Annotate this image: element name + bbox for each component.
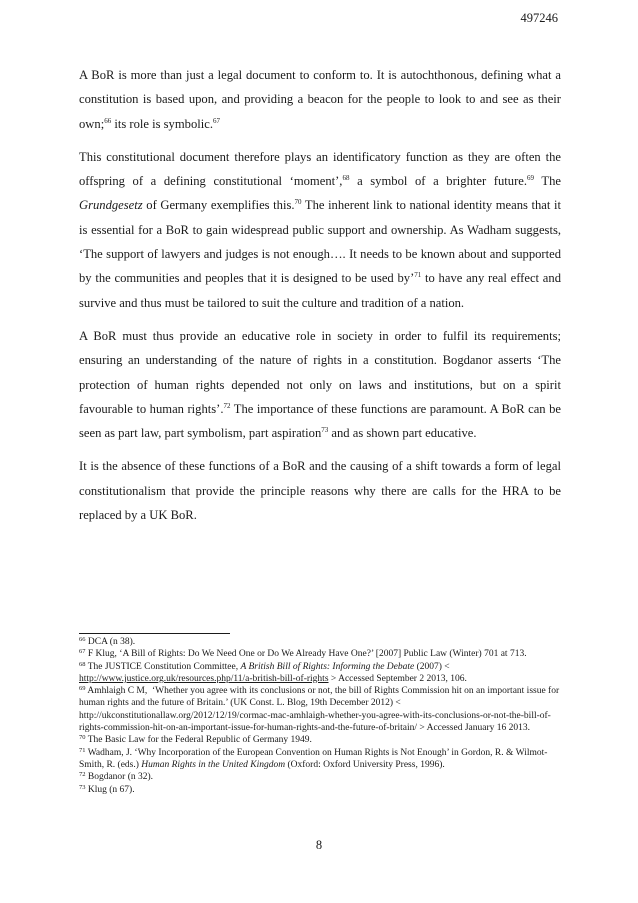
footnote-ref: 70 (79, 734, 86, 742)
text-run: This constitutional document therefore plays an identificatory function as they are often the offspring of a defining constitutional ‘moment’, (79, 149, 565, 189)
paragraph (79, 324, 565, 445)
footnote (79, 685, 561, 734)
text-run: The inherent link to national identity means that it is essential for a BoR to gain widespread public support and ownership. As Wadham suggests, ‘The support of lawyers and judges is not enough…. It needs to be known about and supported by the communities and peoples that it is designed to be used by’ (79, 198, 565, 286)
footnote-ref: 72 (223, 401, 231, 410)
text-run: It is the absence of these functions of a BoR and the causing of a shift towards a form of legal constitutionalism that provide the principle reasons why there are calls for the HRA to be replaced by a UK BoR. (79, 459, 565, 523)
text-run: of Germany exemplifies this. (142, 198, 295, 213)
text-run: A BoR must thus provide an educative role in society in order to fulfil its requirements; ensuring an understanding of the nature of rights in a constitution. Bogdanor asserts ‘The protection of human rights depended not only on laws and institutions, but on a spirit favourable to human rights’. (79, 328, 565, 416)
footnote (79, 636, 561, 648)
footnote-ref: 68 (342, 174, 350, 183)
footnote-separator (79, 633, 230, 634)
text-run: A British Bill of Rights: Informing the Debate (240, 661, 415, 672)
footnote-ref: 71 (79, 746, 86, 754)
footnote-ref: 71 (414, 271, 422, 280)
footnote-ref: 69 (79, 685, 86, 693)
footnotes (79, 636, 561, 796)
text-run: The (534, 174, 565, 189)
text-run: > Accessed September 2 2013, 106. (328, 673, 467, 684)
citation-url: http://www.justice.org.uk/resources.php/11/a-british-bill-of-rights (79, 673, 329, 684)
footnote (79, 747, 561, 772)
footnote-ref: 73 (79, 783, 86, 791)
text-run: Bogdanor (n 32). (85, 772, 154, 783)
text-run: Grundgesetz (79, 198, 143, 213)
footnote-ref: 70 (294, 198, 302, 207)
text-run: The Basic Law for the Federal Republic of Germany 1949. (85, 735, 312, 746)
text-run: A BoR is more than just a legal document to conform to. It is autochthonous, defining what a constitution is based upon, and providing a beacon for the people to look to and see as their own; (79, 68, 565, 131)
text-run: Amhlaigh C M, ‘Whether you agree with its conclusions or not, the bill of Rights Commission hit on an important issue for human rights and the future of Britain.’ (UK Const. L. Blog, 19th December 2012) < http://ukconstitutionallaw.org/2012/12/19/cormac-mac-amhlaigh-whether-you-agree-with-its-conclusions-or-not-the-bill-of-rights-commission-hit-on-an-important-issue-for-human-rights-and-the-future-of-britain/ > Accessed January 16 2013. (79, 686, 562, 734)
text-run: (2007) < (414, 661, 453, 672)
text-run: (Oxford: Oxford University Press, 1996). (285, 759, 445, 770)
text-run: Klug (n 67). (85, 784, 135, 795)
paragraph (79, 63, 565, 136)
text-run: to have any real effect and survive and thus must be tailored to suit the culture and tradition of a nation. (79, 271, 565, 310)
footnote-ref: 68 (79, 660, 86, 668)
paragraph (79, 454, 565, 527)
text-run: Human Rights in the United Kingdom (141, 759, 286, 770)
footnote-ref: 66 (104, 116, 112, 125)
footnote (79, 648, 561, 660)
footnote (79, 784, 561, 796)
footnote (79, 771, 561, 783)
text-run: its role is symbolic. (111, 116, 213, 131)
page-number: 8 (315, 838, 323, 852)
paragraph (79, 145, 565, 315)
footnote (79, 734, 561, 746)
text-run: The JUSTICE Constitution Committee, (85, 661, 241, 672)
text-run: DCA (n 38). (85, 637, 136, 647)
text-run: The importance of these functions are paramount. A BoR can be seen as part law, part symbolism, part aspiration (79, 401, 565, 441)
page-id: 497246 (520, 11, 558, 25)
text-run: a symbol of a brighter future. (349, 174, 528, 189)
footnote-ref: 67 (212, 116, 220, 125)
footnote-ref: 72 (79, 771, 86, 779)
footnote (79, 661, 561, 686)
footnote-ref: 67 (79, 648, 86, 656)
body-text (79, 63, 565, 536)
footnote-ref: 69 (527, 174, 535, 183)
footnote-ref: 66 (79, 636, 86, 643)
text-run: Wadham, J. ‘Why Incorporation of the European Convention on Human Rights is Not Enough’ in Gordon, R. & Wilmot-Smith, R. (eds.) (79, 747, 548, 770)
text-run: and as shown part educative. (328, 426, 477, 441)
text-run: F Klug, ‘A Bill of Rights: Do We Need One or Do We Already Have One?’ [2007] Public Law (Winter) 701 at 713. (85, 649, 527, 660)
footnote-ref: 73 (321, 426, 329, 435)
